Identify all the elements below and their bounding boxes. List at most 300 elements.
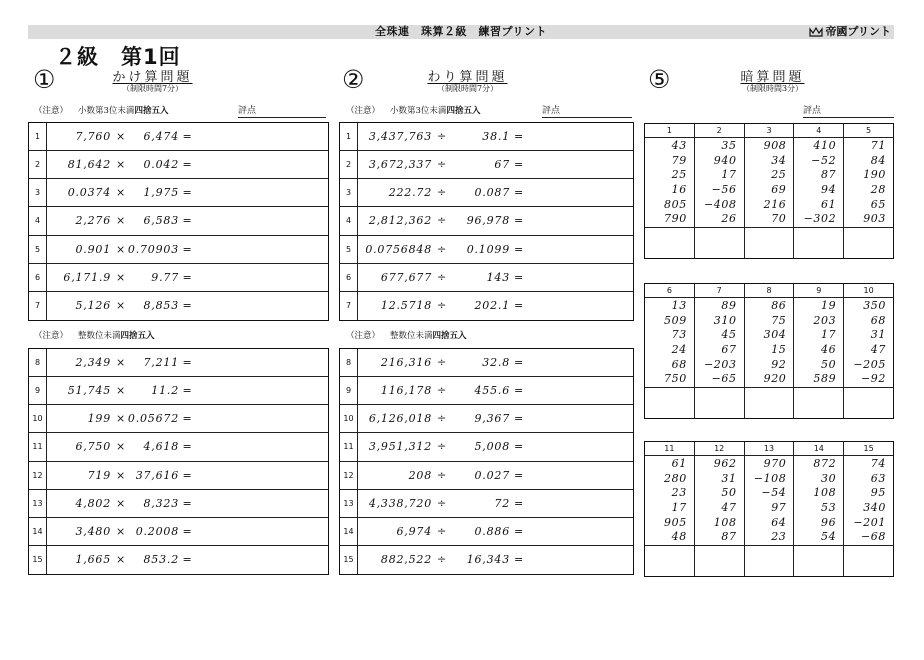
problem-row	[340, 462, 633, 490]
problem-row	[340, 179, 633, 207]
brand-logo	[809, 25, 891, 39]
operand-b: 11.2	[151, 384, 179, 398]
multiply-sign: ×	[115, 299, 127, 313]
equals-sign: =	[182, 214, 193, 228]
answer-space[interactable]	[530, 433, 633, 460]
answer-space[interactable]	[198, 377, 328, 404]
operand-a: 3,672,337	[368, 158, 432, 172]
problem-number: 3	[29, 179, 47, 206]
mental-problem-column	[645, 298, 694, 387]
time-limit-multiplication: （制限時間7分）	[121, 84, 184, 93]
mental-header-row	[645, 284, 893, 298]
mental-value: 50	[721, 486, 737, 500]
mental-value: 17	[820, 328, 837, 342]
divide-sign: ÷	[436, 524, 448, 538]
mental-value: 89	[721, 299, 737, 312]
mental-value: 310	[713, 313, 737, 327]
answer-space[interactable]	[530, 462, 633, 489]
divide-sign: ÷	[436, 553, 448, 567]
problem-row	[29, 490, 328, 518]
equals-sign: =	[513, 186, 525, 200]
answer-space[interactable]	[198, 349, 328, 376]
mental-value: 304	[763, 328, 787, 342]
problem-row	[29, 433, 328, 461]
mental-value: −302	[803, 212, 837, 226]
answer-space[interactable]	[793, 546, 843, 576]
note-bold: 四捨五入	[446, 106, 481, 116]
mental-value: 24	[671, 343, 687, 357]
mental-problem-column	[793, 138, 843, 227]
answer-space[interactable]	[198, 123, 328, 150]
mental-value: 94	[820, 183, 837, 197]
multiply-sign: ×	[115, 496, 127, 510]
equals-sign: =	[513, 158, 525, 172]
mental-value: 63	[870, 471, 886, 485]
answer-space[interactable]	[530, 292, 633, 320]
answer-space[interactable]	[198, 518, 328, 545]
multiply-sign: ×	[115, 214, 127, 228]
multiply-sign: ×	[115, 468, 127, 482]
divide-sign: ÷	[436, 186, 448, 200]
mental-value: 872	[813, 457, 837, 470]
operand-a: 3,951,312	[368, 440, 432, 454]
mental-value: 805	[664, 197, 687, 211]
answer-space[interactable]	[530, 264, 633, 291]
operand-a: 6,126,018	[368, 412, 432, 426]
mental-value: 45	[721, 328, 737, 342]
mental-value: 750	[664, 372, 687, 386]
mental-value: 940	[713, 153, 737, 167]
problem-number: 4	[29, 207, 47, 234]
mental-value: 43	[671, 139, 687, 152]
mental-problem-number: 3	[744, 124, 794, 137]
multiplication-table-top	[28, 122, 329, 321]
divide-sign: ÷	[436, 214, 448, 228]
mental-problem-number: 12	[694, 442, 744, 455]
answer-space[interactable]	[530, 207, 633, 234]
answer-space[interactable]	[198, 546, 328, 574]
answer-space[interactable]	[198, 433, 328, 460]
answer-space[interactable]	[843, 388, 893, 418]
operand-a: 677,677	[380, 270, 432, 284]
mental-value: 790	[664, 212, 687, 226]
equals-sign: =	[513, 270, 525, 284]
score-field-mental[interactable]: 評点	[803, 103, 894, 118]
answer-space[interactable]	[198, 292, 328, 320]
problem-row	[340, 236, 633, 264]
mental-value: 47	[721, 501, 737, 515]
problem-number: 12	[29, 462, 47, 489]
operand-b: 72	[494, 496, 510, 510]
equals-sign: =	[182, 468, 193, 482]
answer-space[interactable]	[530, 490, 633, 517]
mental-problem-number: 13	[744, 442, 794, 455]
operand-a: 6,171.9	[63, 270, 111, 284]
problem-row	[340, 518, 633, 546]
mental-problem-number: 14	[793, 442, 843, 455]
mental-values	[645, 298, 893, 388]
multiply-sign: ×	[115, 270, 127, 284]
mental-value: 190	[863, 168, 886, 182]
answer-space[interactable]	[530, 236, 633, 263]
problem-row	[340, 433, 633, 461]
mental-values	[645, 138, 893, 228]
mental-value: −201	[853, 515, 886, 529]
section-title-multiplication: かけ算問題	[112, 70, 193, 85]
mental-value: 96	[820, 515, 837, 529]
mental-value: −54	[761, 486, 787, 500]
operand-a: 0.901	[75, 242, 111, 256]
mental-problem-column	[744, 138, 794, 227]
operand-b: 0.05672	[127, 412, 179, 426]
multiply-sign: ×	[115, 130, 127, 144]
mental-value: 903	[863, 212, 886, 226]
score-field-division[interactable]: 評点	[542, 103, 632, 118]
operand-b: 4,618	[143, 440, 179, 454]
problem-number: 2	[340, 151, 358, 178]
operand-a: 1,665	[75, 553, 111, 567]
mental-value: 86	[771, 299, 787, 312]
problem-number: 14	[340, 518, 358, 545]
answer-space[interactable]	[530, 546, 633, 574]
operand-a: 5,126	[75, 299, 111, 313]
answer-space[interactable]	[198, 490, 328, 517]
equals-sign: =	[513, 496, 525, 510]
problem-row	[340, 123, 633, 151]
mental-value: 97	[771, 501, 787, 515]
problem-row	[29, 462, 328, 490]
equals-sign: =	[182, 356, 193, 370]
mental-value: 67	[721, 343, 737, 357]
note-label: （注意）	[346, 106, 381, 116]
mental-value: 280	[664, 471, 687, 485]
answer-space[interactable]	[744, 546, 794, 576]
mental-value: 69	[771, 183, 787, 197]
note-label: （注意）	[34, 331, 69, 341]
mental-problem-number: 2	[694, 124, 744, 137]
mental-value: 70	[771, 212, 787, 226]
mental-value: 410	[813, 139, 837, 152]
problem-number: 13	[29, 490, 47, 517]
equals-sign: =	[513, 384, 525, 398]
multiply-sign: ×	[115, 356, 127, 370]
time-limit-mental: （制限時間3分）	[741, 84, 804, 93]
mental-problem-number: 4	[793, 124, 843, 137]
problem-number: 14	[29, 518, 47, 545]
answer-space[interactable]	[530, 179, 633, 206]
equals-sign: =	[182, 496, 193, 510]
mental-value: 35	[721, 139, 737, 152]
mental-value: 68	[671, 357, 687, 371]
equals-sign: =	[182, 412, 193, 426]
note-text: 小数第3位未満	[390, 106, 447, 116]
mental-value: 84	[870, 153, 886, 167]
mental-values	[645, 456, 893, 546]
answer-space[interactable]	[530, 349, 633, 376]
mental-answer-row	[645, 388, 893, 418]
mental-value: 908	[763, 139, 787, 152]
operand-a: 2,812,362	[368, 214, 432, 228]
mental-value: 15	[771, 343, 787, 357]
problem-number: 6	[29, 264, 47, 291]
mental-value: −52	[811, 153, 837, 167]
multiply-sign: ×	[115, 186, 127, 200]
operand-a: 6,974	[396, 524, 432, 538]
problem-row	[29, 264, 328, 292]
mental-value: 79	[671, 153, 687, 167]
operand-b: 1,975	[143, 186, 179, 200]
mental-value: 216	[763, 197, 787, 211]
score-field-multiplication[interactable]: 評点	[238, 103, 326, 118]
mental-value: 47	[870, 343, 886, 357]
problem-row	[340, 207, 633, 235]
mental-problem-number: 10	[843, 284, 893, 297]
mental-problem-number: 11	[664, 444, 675, 453]
header-title: 全珠連 珠算２級 練習プリント	[374, 25, 548, 38]
operand-b: 143	[486, 270, 510, 284]
multiply-sign: ×	[115, 440, 127, 454]
mental-value: 17	[721, 168, 737, 182]
operand-a: 0.0374	[67, 186, 111, 200]
mental-problem-column	[694, 298, 744, 387]
mental-value: 962	[713, 457, 737, 470]
mental-value: 350	[863, 299, 886, 312]
answer-space[interactable]	[694, 388, 744, 418]
mental-value: 61	[820, 197, 837, 211]
answer-space[interactable]	[198, 462, 328, 489]
operand-b: 202.1	[474, 299, 510, 313]
mental-problem-column	[843, 298, 893, 387]
mental-value: −205	[853, 357, 886, 371]
mental-problem-column	[793, 298, 843, 387]
mental-answer-row	[645, 228, 893, 258]
operand-b: 32.8	[482, 356, 510, 370]
operand-a: 116,178	[380, 384, 432, 398]
problem-row	[29, 518, 328, 546]
problem-row	[340, 490, 633, 518]
operand-b: 0.027	[474, 468, 510, 482]
divide-sign: ÷	[436, 468, 448, 482]
operand-a: 216,316	[380, 356, 432, 370]
problem-row	[29, 179, 328, 207]
problem-row	[340, 292, 633, 320]
mental-header-row	[645, 124, 893, 138]
mental-value: −56	[711, 183, 737, 197]
section-number-mental: ⑤	[648, 65, 671, 94]
answer-space[interactable]	[793, 388, 843, 418]
mental-value: 108	[813, 486, 837, 500]
equals-sign: =	[513, 440, 525, 454]
equals-sign: =	[182, 384, 193, 398]
answer-space[interactable]	[843, 228, 893, 258]
mental-value: 23	[671, 486, 687, 500]
operand-a: 719	[87, 468, 111, 482]
equals-sign: =	[182, 524, 193, 538]
problem-number: 1	[340, 123, 358, 150]
equals-sign: =	[513, 214, 525, 228]
problem-number: 7	[29, 292, 47, 320]
division-table-top	[339, 122, 634, 321]
mental-problem-column	[694, 456, 744, 545]
mental-value: 74	[870, 457, 886, 470]
multiplication-table-bottom	[28, 348, 329, 575]
answer-space[interactable]	[793, 228, 843, 258]
note-division-1	[346, 104, 480, 116]
mental-value: 61	[671, 457, 687, 470]
operand-b: 0.042	[143, 158, 179, 172]
note-bold: 四捨五入	[432, 331, 467, 341]
mental-value: 25	[771, 168, 787, 182]
mental-problem-number: 6	[666, 286, 672, 295]
answer-space[interactable]	[843, 546, 893, 576]
operand-a: 199	[87, 412, 111, 426]
operand-a: 51,745	[67, 384, 111, 398]
mental-problem-column	[744, 456, 794, 545]
problem-row	[29, 236, 328, 264]
problem-row	[340, 377, 633, 405]
mental-value: 17	[671, 501, 687, 515]
mental-value: −92	[860, 372, 886, 386]
answer-space[interactable]	[645, 228, 694, 258]
divide-sign: ÷	[436, 270, 448, 284]
mental-value: 68	[870, 313, 886, 327]
mental-value: 26	[721, 212, 737, 226]
answer-space[interactable]	[530, 518, 633, 545]
operand-b: 9,367	[474, 412, 510, 426]
multiply-sign: ×	[115, 412, 127, 426]
operand-b: 8,853	[143, 299, 179, 313]
problem-number: 15	[29, 546, 47, 574]
answer-space[interactable]	[530, 405, 633, 432]
operand-a: 3,480	[75, 524, 111, 538]
problem-number: 11	[29, 433, 47, 460]
operand-a: 7,760	[75, 130, 111, 144]
answer-space[interactable]	[744, 228, 794, 258]
section-title-mental: 暗算問題	[740, 70, 805, 85]
multiply-sign: ×	[115, 384, 127, 398]
mental-value: 54	[820, 530, 837, 544]
operand-b: 0.087	[474, 186, 510, 200]
divide-sign: ÷	[436, 384, 448, 398]
mental-value: 509	[664, 313, 687, 327]
mental-value: 87	[820, 168, 837, 182]
answer-space[interactable]	[694, 546, 744, 576]
mental-value: 95	[870, 486, 886, 500]
mental-value: −108	[753, 471, 787, 485]
mental-value: 87	[721, 530, 737, 544]
time-limit-division: （制限時間7分）	[436, 84, 499, 93]
mental-value: 34	[771, 153, 787, 167]
operand-b: 0.1099	[466, 242, 510, 256]
answer-space[interactable]	[694, 228, 744, 258]
mental-value: 16	[671, 183, 687, 197]
answer-space[interactable]	[530, 123, 633, 150]
answer-space[interactable]	[645, 388, 694, 418]
divide-sign: ÷	[436, 299, 448, 313]
section-number-multiplication: ①	[33, 65, 56, 94]
problem-number: 2	[29, 151, 47, 178]
problem-number: 4	[340, 207, 358, 234]
multiply-sign: ×	[115, 524, 127, 538]
mental-value: 46	[820, 343, 837, 357]
multiply-sign: ×	[115, 553, 127, 567]
mental-value: 28	[870, 183, 886, 197]
mental-problem-number: 15	[843, 442, 893, 455]
problem-number: 1	[29, 123, 47, 150]
brand-name: 帝國プリント	[825, 25, 891, 38]
operand-b: 5,008	[474, 440, 510, 454]
mental-value: −65	[711, 372, 737, 386]
operand-a: 2,276	[75, 214, 111, 228]
mental-value: 53	[820, 501, 837, 515]
mental-value: 203	[813, 313, 837, 327]
mental-value: −68	[860, 530, 886, 544]
multiply-sign: ×	[115, 242, 127, 256]
mental-value: 13	[671, 299, 687, 312]
equals-sign: =	[182, 270, 193, 284]
problem-number: 15	[340, 546, 358, 574]
problem-number: 12	[340, 462, 358, 489]
problem-row	[29, 405, 328, 433]
mental-value: 71	[870, 139, 886, 152]
mental-value: 30	[820, 471, 837, 485]
answer-space[interactable]	[198, 405, 328, 432]
problem-number: 3	[340, 179, 358, 206]
answer-space[interactable]	[530, 151, 633, 178]
problem-row	[29, 292, 328, 320]
mental-header-row	[645, 442, 893, 456]
problem-row	[340, 546, 633, 574]
answer-space[interactable]	[198, 151, 328, 178]
divide-sign: ÷	[436, 440, 448, 454]
note-text: 小数第3位未満	[78, 106, 135, 116]
answer-space[interactable]	[198, 179, 328, 206]
operand-a: 0.0756848	[365, 242, 432, 256]
mental-value: 920	[763, 372, 787, 386]
equals-sign: =	[513, 356, 525, 370]
problem-row	[340, 151, 633, 179]
equals-sign: =	[182, 130, 193, 144]
note-bold: 四捨五入	[120, 331, 155, 341]
answer-space[interactable]	[198, 207, 328, 234]
multiply-sign: ×	[115, 158, 127, 172]
mental-value: 589	[813, 372, 837, 386]
answer-space[interactable]	[645, 546, 694, 576]
mental-value: 50	[820, 357, 837, 371]
equals-sign: =	[182, 158, 193, 172]
problem-row	[29, 207, 328, 235]
answer-space[interactable]	[744, 388, 794, 418]
section-number-division: ②	[342, 65, 365, 94]
mental-value: 25	[671, 168, 687, 182]
operand-a: 4,802	[75, 496, 111, 510]
mental-value: 92	[771, 357, 787, 371]
operand-b: 96,978	[466, 214, 510, 228]
problem-row	[340, 264, 633, 292]
divide-sign: ÷	[436, 130, 448, 144]
note-division-2	[346, 329, 467, 341]
equals-sign: =	[513, 468, 525, 482]
header-bar	[28, 25, 894, 39]
mental-value: 970	[763, 457, 787, 470]
answer-space[interactable]	[530, 377, 633, 404]
operand-b: 0.886	[474, 524, 510, 538]
problem-row	[29, 377, 328, 405]
operand-b: 0.2008	[135, 524, 179, 538]
answer-space[interactable]	[198, 264, 328, 291]
answer-space[interactable]	[198, 236, 328, 263]
note-label: （注意）	[346, 331, 381, 341]
